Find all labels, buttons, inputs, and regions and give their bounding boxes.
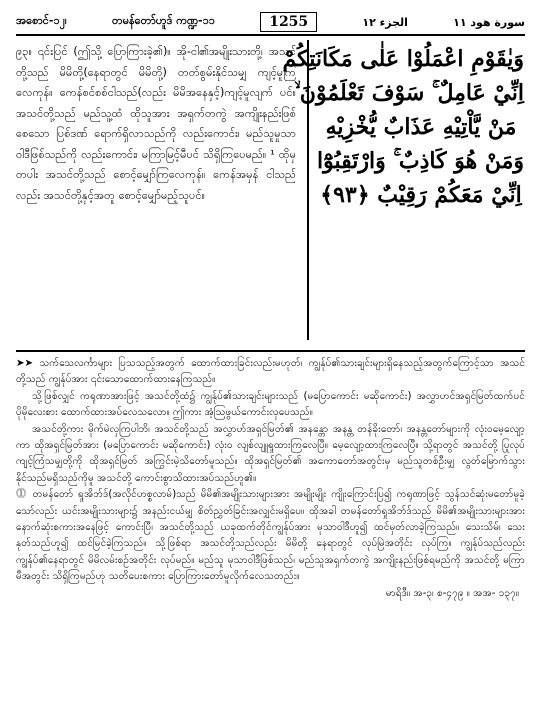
footnote-paragraph: သို့ဖြစ်လျှင် ကရုဏာအားဖြင့် အသင်တို့ထံ၌ ကျွန်ုပ်၏သားချင်းများသည် (မပြောကောင်း မဆိုကောင်း) အလွှာဟင်အရှင်မြတ်ထက်ပင် ပိုမိုလေးစား ထောက်ထားအပ်လေသလော။ ဤကား အံ့သြဖွယ်ကောင်းလှပေသည်။ [16,390,525,419]
header-juz: الجزء ١٢ [362,15,408,29]
header-surah: سورة هود ١١ [453,15,525,29]
translation-column [16,42,296,338]
footnote-paragraph: အသင်တို့ကား မိုက်မဲလှကြပါဘိ၊ အသင်တို့သည် အလွှာဟ်အရှင်မြတ်၏ အနန္တော အနန္တ တန်ခိုးတော်၊ အနန္တတော်များကို လုံးဝမေ့လျော့ကာ ထိုအရှင်မြတ်အား (မပြောကောင်း မဆိုကောင်း) လုံးဝ လျစ်လျူရှုထားကြလေပြီ။ မေ့လျော့ထားကြလေပြီ။ သို့ရာတွင် အသင်တို့ ပြုလုပ် ကျင့်ကြံသမျှတို့ကို ထိုအရှင်မြတ် အကြွင်းမဲ့သိတော်မူသည်။ ထိုအရှင်မြတ်၏ အကောတော်အတွင်းမှ မည်သူတစ်ဦးမျှ လွတ်မြောက်သွားနိုင်သည်မရှိသည်ကိုမူ အသင်တို့ ကောင်းစွာသိထားအပ်သည်ဟူ၏။ [16,423,525,484]
ayah-line: اِنِّيْ مَعَكُمْ رَقِيْبٌ ﴿٩٣﴾ [320,182,522,208]
header-rule [16,34,525,36]
footnotes [16,356,525,700]
ayah-line: وَمَنْ هُوَ كَاذِبٌ ۚ وَارْتَقِبُوْٓا [316,148,524,174]
arabic-verse-column [282,42,524,262]
ayah-line: وَيٰقَوْمِ اعْمَلُوْا عَلٰى مَكَانَتِكُمْ [282,46,524,72]
footnote-separator [16,350,525,352]
ayah-line: اِنِّيْ عَامِلٌ ۚ سَوْفَ تَعْلَمُوْنَ ۙ [294,80,524,106]
header-chapter-title: တမန်တော်ဟူဒ် ကဏ္ဍ-၁၁ [111,14,215,27]
page-header [16,10,525,34]
page-number: 1255 [260,12,317,32]
footnote-source: မာရိဒီ။ အ-၃၊ စ-၄၇၉ ။ အအ- ၁၃၇။ [385,587,519,599]
ayah-line: مَنْ يَّاْتِيْهِ عَذَابٌ يُّخْزِيْهِ [325,114,517,140]
translation-paragraph: ၉၃။ ၎င်းပြင် (ဤသို့ ပြောကြားခဲ့၏)။ အို-ငါ၏အမျိုးသားတို့၊ အသင်တို့သည် မိမိတို့(နေရာတွင် မိမိတို့) တတ်စွမ်းနိုင်သမျှ ကျင့်မူကြလေကုန်။ ကေန်စင်စစ်ငါသည်(လည်း မိမိအနေနှင့်)ကျင့်မူလျက် ပင်။ အသင်တို့သည် မည်သူ့ထံ ထိုသူအား အရှက်တကွဲ အကျိုးနည်းဖြစ်စေသော ပြစ်ဒဏ် ရောက်ရှိလာသည်ကို လည်းကောင်း၊ မည်သူမှုသာ ဝါဒီဖြစ်သည်ကို လည်းကောင်း၊ မကြာမြင့်မီပင် သိရှိကြပေမည်။ ¹ ထိုမှတပါး အသင်တို့သည် စောင့်မျှော်ကြလေကုန်။ ကေန်အမှန် ငါသည်လည်း အသင်တို့နှင့်အတူ စောင့်မျှော်မည့်သူပင်။ [16,45,296,202]
footnote-paragraph: ⓵ တမန်တော် ရှုအိဘ်ဒ်(အလိုင်ဟစ္စလာမ်)သည် မိမိ၏အမျိုးသားများအား အမျိုးမျိုး ကျိုးကြောင်းပြ၍ ကရုဏာဖြင့် သွန်သင်ဆုံးမတော်မူခဲ့သော်လည်း ယင်းအမျိုးသားများ၌ အနည်းငယ်မျှ စိတ်ညွှတ်ခြင်းအလျှင်းမရှိပေ။ ထိုအခါ တမန်တော်ရှုအိဘ်ဒ်သည် မိမိ၏အမျိုးသားများအား နောက်ဆုံးစကားအနေဖြင့် ကောင်းပြီ၊ အသင်တို့သည် ယခုထက်တိုင်ကျွန်ုပ်အား မုသာဝါဒီဟူ၍ ထင်မှတ်လာခဲ့ကြသည်။ သေးသိမ်၊ သေးနုတ်သည်ဟူ၍ ထင်မြင်ခဲ့ကြသည်။ သို့ဖြစ်ရာ အသင်တို့သည်လည်း မိမိတို့ နေရာတွင် လုပ်မြဲအတိုင်း လုပ်ကြ။ ကျွန်ုပ်သည်လည်း ကျွန်ုပ်၏နေရာတွင် မိမိလမ်းစဉ်အတိုင်း လုပ်မည်။ မည်သူ မုသာဝါဒီဖြစ်သည်၊ မည်သူအရှက်တကွဲ အကျိုးနည်းဖြစ်ရမည်ကို အသင်တို့ မကြာမီအတွင်း သိရှိကြမည်ဟု သတိပေးစကား ပြောကြားတော်မူလိုက်လေသတည်း။ [16,489,525,583]
header-left: အစောင်-၁၂၊ [16,14,67,27]
footnote-paragraph: ➤➤ သက်သေလင်္ကာများ ပြသသည့်အတွက် ထောက်ထားခြင်းလည်းမဟုတ်၊ ကျွန်ုပ်၏သားချင်းများရှိနေသည့်အတွက်ကြောင့်သာ အသင်တို့သည် ကျွန်ုပ်အား ၎င်းသောထောက်ထားနေကြသည်။ [16,358,525,386]
